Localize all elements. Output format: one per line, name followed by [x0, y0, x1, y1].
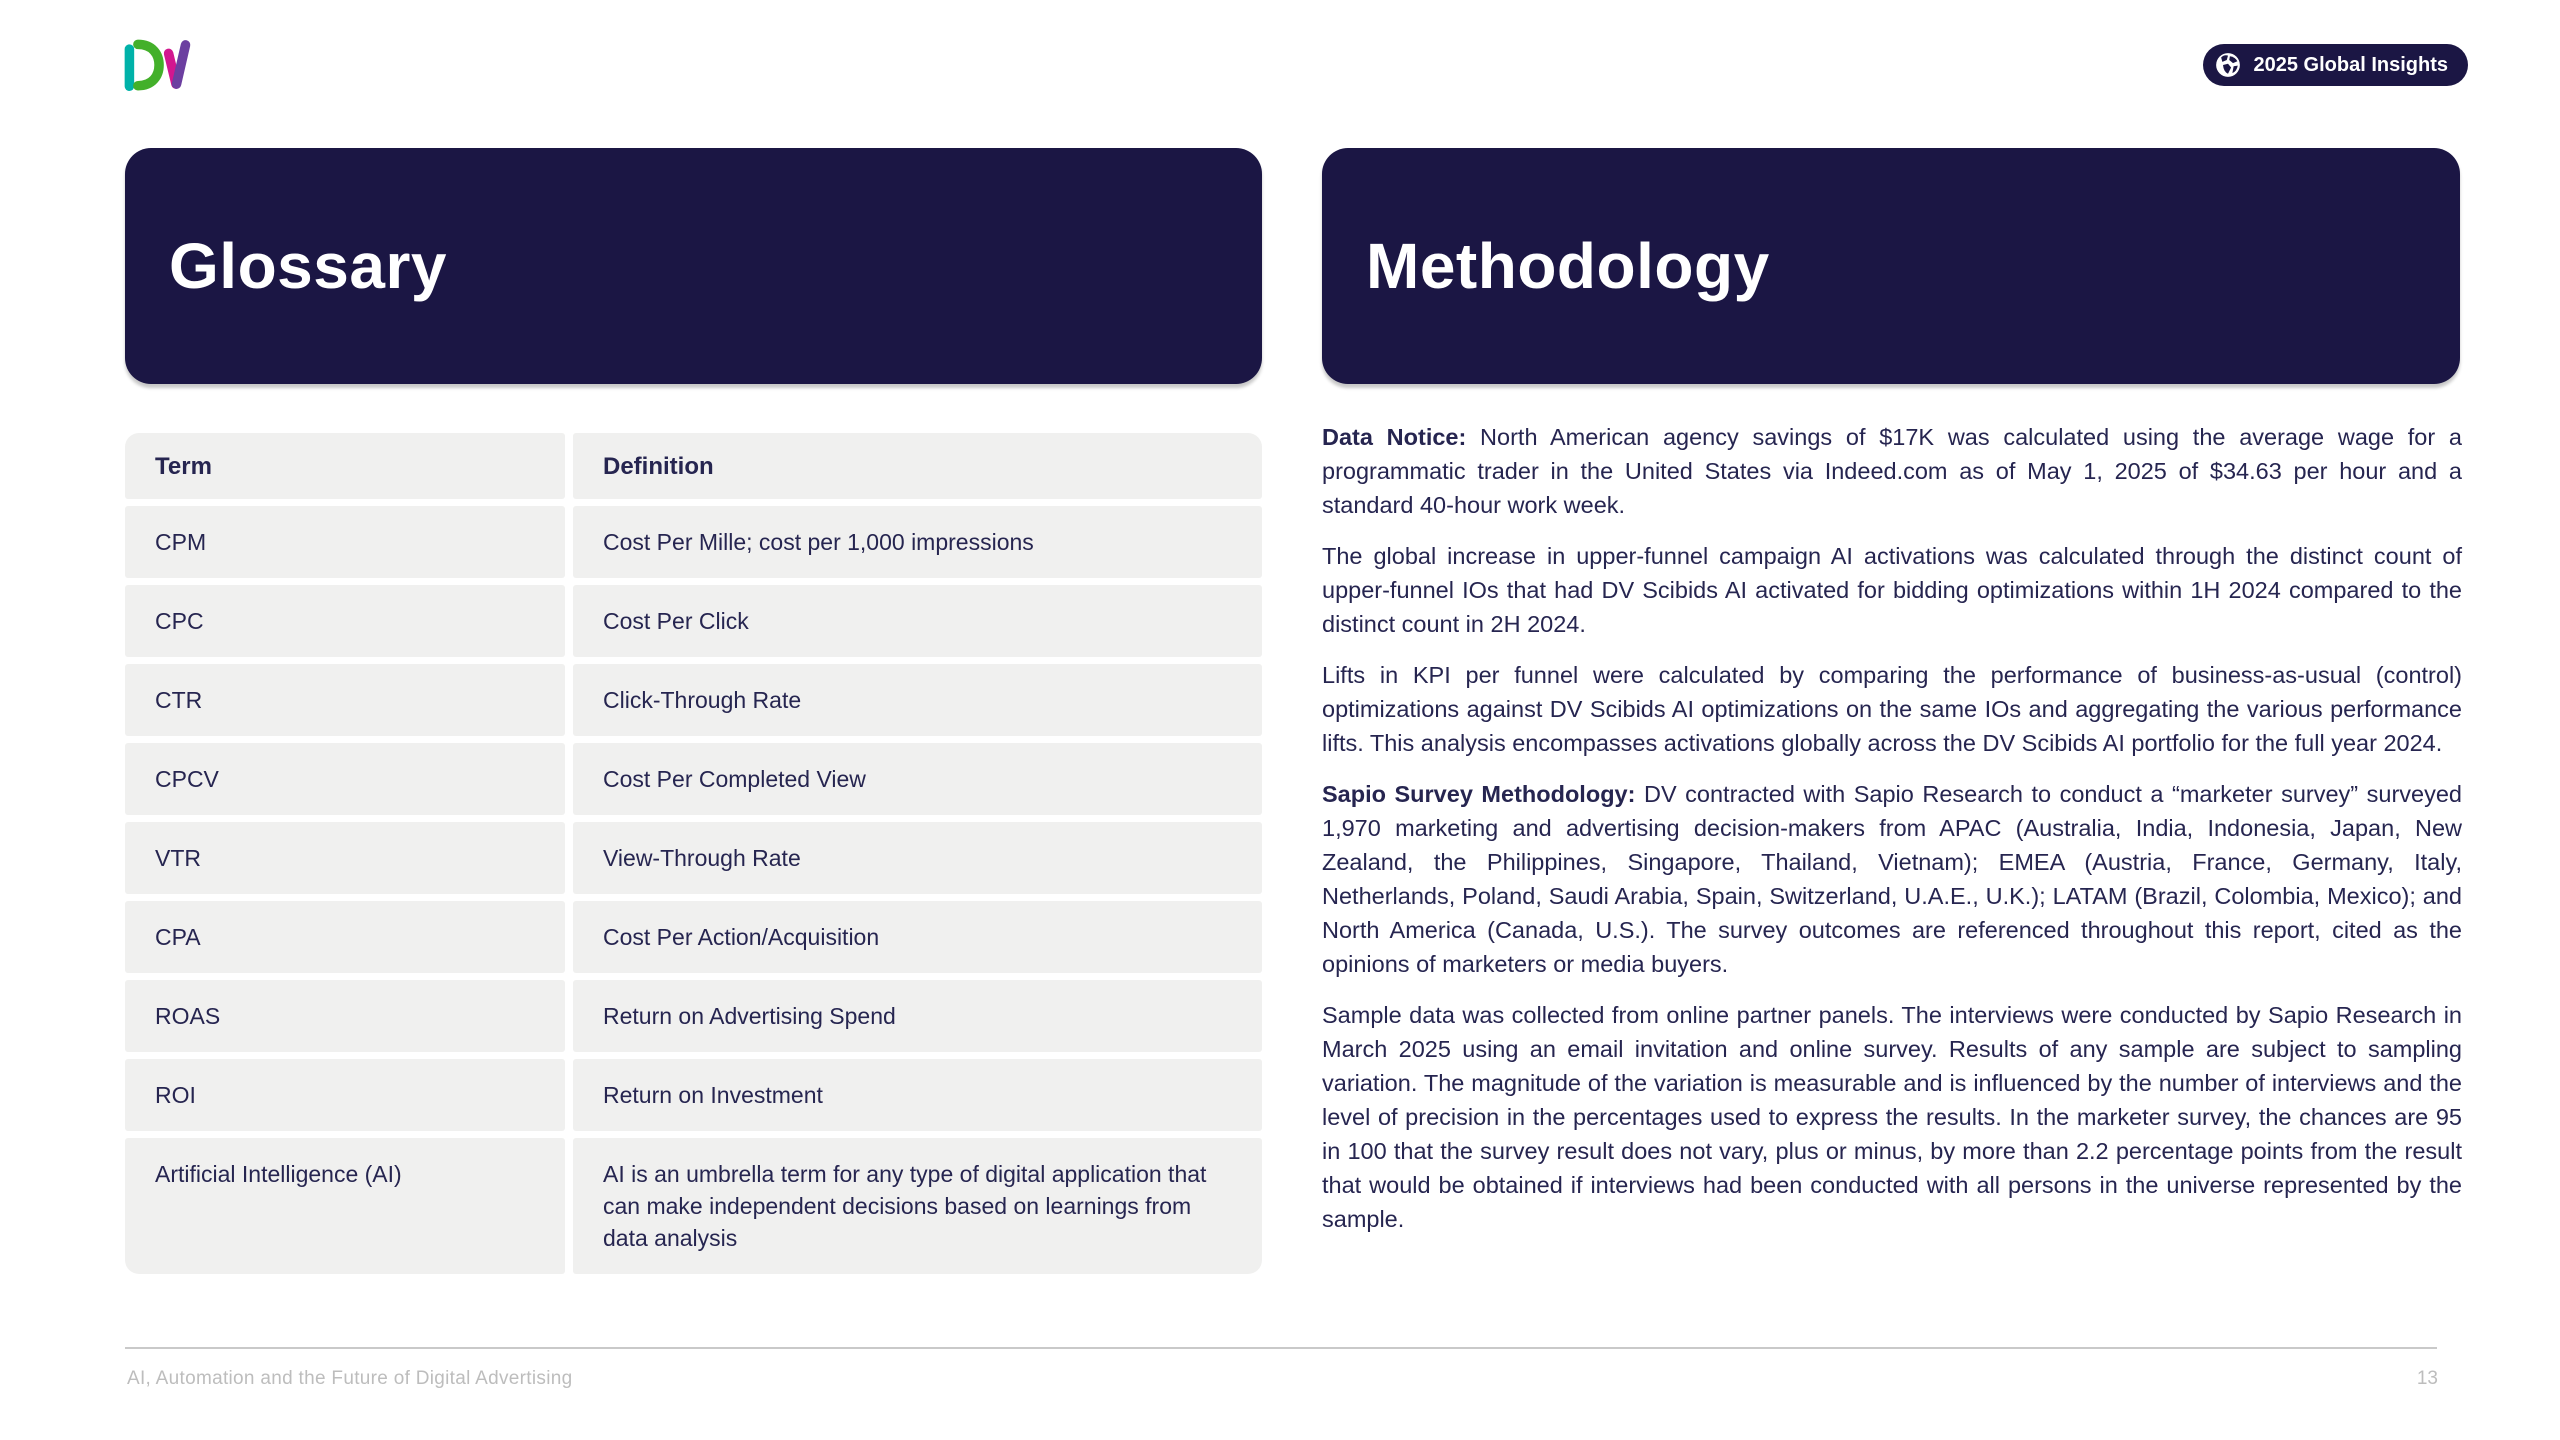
methodology-paragraph: Sapio Survey Methodology: DV contracted with Sapio Research to conduct a “marketer survey” surveyed 1,970 marketing and advertising decision-makers from APAC (Australia, India, Indonesia, Japan, New Zealand, the Philippines, Singapore, Thailand, Vietnam); EMEA (Austria, France, Germany, Italy, Netherlands, Poland, Saudi Arabia, Spain, Switzerland, U.A.E., U.K.); LATAM (Brazil, Colombia, Mexico); and North America (Canada, U.S.). The survey outcomes are referenced throughout this report, cited as the opinions of marketers or media buyers. — [1322, 781, 2463, 977]
term-cell: VTR — [125, 822, 565, 894]
definition-cell: AI is an umbrella term for any type of digital application that can make independent decisions based on learnings from data analysis — [573, 1138, 1262, 1274]
methodology-paragraph: The global increase in upper-funnel campaign AI activations was calculated through the distinct count of upper-funnel IOs that had DV Scibids AI activated for bidding optimizations within 1H 2024 compared to the distinct count in 2H 2024. — [1322, 543, 2462, 637]
term-cell: CPA — [125, 901, 565, 973]
glossary-title: Glossary — [169, 230, 447, 302]
dv-logo — [122, 34, 194, 94]
definition-cell: View-Through Rate — [573, 822, 1262, 894]
dv-logo-icon — [122, 34, 194, 94]
methodology-paragraph: Sample data was collected from online partner panels. The interviews were conducted by Sapio Research in March 2025 using an email invitation and online survey. Results of any sample are subject to sampling variation. The magnitude of the variation is measurable and is influenced by the number of interviews and the level of precision in the percentages used to express the results. In the marketer survey, the chances are 95 in 100 that the survey result does not vary, plus or minus, by more than 2.2 percentage points from the result that would be obtained if interviews had been conducted with all persons in the universe represented by the sample. — [1322, 1002, 2462, 1232]
definition-cell: Cost Per Action/Acquisition — [573, 901, 1262, 973]
paragraph-lead: Sapio Survey Methodology: — [1322, 781, 1636, 807]
methodology-paragraph: Data Notice: North American agency savings of $17K was calculated using the average wage for a programmatic trader in the United States via Indeed.com as of May 1, 2025 of $34.63 per hour and a standard 40-hour work week. — [1322, 424, 2462, 518]
definition-cell: Return on Investment — [573, 1059, 1262, 1131]
column-header-term: Term — [125, 433, 565, 499]
methodology-title: Methodology — [1366, 230, 1770, 302]
page-number: 13 — [2416, 1368, 2438, 1389]
methodology-text — [1322, 420, 2462, 1253]
glossary-header-panel — [125, 148, 1262, 384]
term-cell: CPC — [125, 585, 565, 657]
methodology-header-panel — [1322, 148, 2460, 384]
term-cell: CPCV — [125, 743, 565, 815]
column-header-definition: Definition — [573, 433, 1262, 499]
glossary-table — [125, 433, 1262, 1274]
definition-cell: Return on Advertising Spend — [573, 980, 1262, 1052]
term-cell: CPM — [125, 506, 565, 578]
definition-cell: Cost Per Mille; cost per 1,000 impressions — [573, 506, 1262, 578]
term-cell: ROI — [125, 1059, 565, 1131]
badge-label: 2025 Global Insights — [2253, 53, 2448, 76]
term-cell: CTR — [125, 664, 565, 736]
term-cell: ROAS — [125, 980, 565, 1052]
definition-cell: Click-Through Rate — [573, 664, 1262, 736]
globe-icon — [2213, 50, 2243, 80]
footer-title: AI, Automation and the Future of Digital Advertising — [127, 1368, 573, 1389]
definition-cell: Cost Per Completed View — [573, 743, 1262, 815]
definition-cell: Cost Per Click — [573, 585, 1262, 657]
global-insights-badge — [2203, 44, 2468, 86]
term-cell: Artificial Intelligence (AI) — [125, 1138, 565, 1274]
footer-divider — [125, 1347, 2437, 1349]
methodology-paragraph: Lifts in KPI per funnel were calculated by comparing the performance of business-as-usual (control) optimizations against DV Scibids AI optimizations on the same IOs and aggregating the various performance lifts. This analysis encompasses activations globally across the DV Scibids AI portfolio for the full year 2024. — [1322, 662, 2462, 756]
paragraph-lead: Data Notice: — [1322, 424, 1467, 450]
